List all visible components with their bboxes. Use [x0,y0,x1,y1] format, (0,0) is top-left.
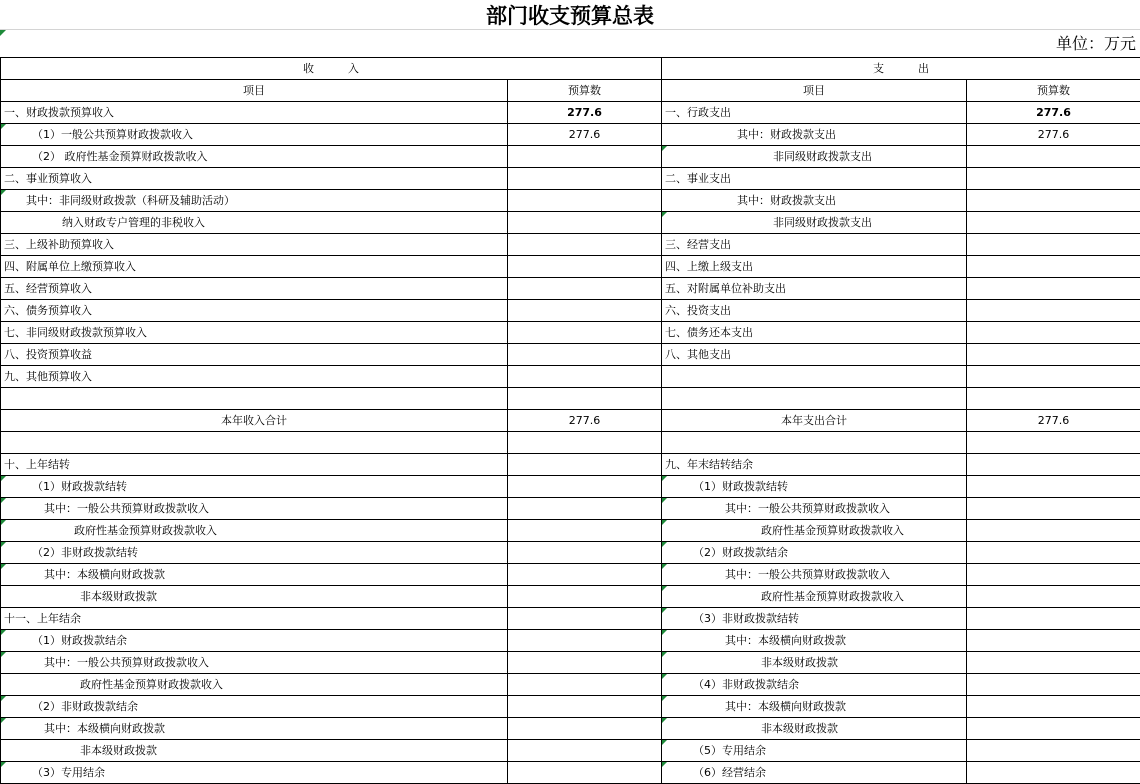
income-value-cell [508,696,662,718]
table-row [1,718,1140,740]
income-item-cell: 纳入财政专户管理的非税收入 [1,212,508,234]
table-row [1,652,1140,674]
expense-value-cell [967,718,1140,740]
unit-label: 单位：万元 [1056,33,1136,55]
income-value-cell [508,278,662,300]
expense-value-cell [967,432,1140,454]
income-value-cell [508,234,662,256]
income-section-header [1,58,662,80]
expense-item-cell: 六、投资支出 [662,300,967,322]
budget-table [0,57,1140,784]
table-row [1,630,1140,652]
expense-value-cell [967,366,1140,388]
income-value-cell [508,212,662,234]
expense-item-cell: 八、其他支出 [662,344,967,366]
table-row [1,696,1140,718]
expense-value-cell [967,762,1140,784]
expense-item-cell: 其中：一般公共预算财政拨款收入 [662,564,967,586]
income-item-header: 项目 [1,80,508,102]
expense-value-cell [967,190,1140,212]
expense-value-cell [967,168,1140,190]
expense-item-cell: 其中：财政拨款支出 [662,124,967,146]
income-value-cell [508,454,662,476]
income-value-cell [508,432,662,454]
expense-value-cell [967,212,1140,234]
expense-item-cell: （4）非财政拨款结余 [662,674,967,696]
income-value-cell [508,190,662,212]
expense-item-cell: 政府性基金预算财政拨款收入 [662,586,967,608]
expense-value-cell [967,520,1140,542]
expense-item-cell: 非同级财政拨款支出 [662,146,967,168]
income-value-cell [508,300,662,322]
income-item-cell: （3）专用结余 [1,762,508,784]
expense-value-cell: 277.6 [967,102,1140,124]
income-item-cell: 其中：本级横向财政拨款 [1,718,508,740]
income-budget-header: 预算数 [508,80,662,102]
table-row [1,410,1140,432]
table-row [1,674,1140,696]
title-divider [0,29,1140,30]
expense-budget-header: 预算数 [967,80,1140,102]
expense-item-cell: （6）经营结余 [662,762,967,784]
table-row [1,476,1140,498]
section-header-row [1,58,1140,80]
table-row [1,366,1140,388]
income-item-cell [1,432,508,454]
income-value-cell [508,564,662,586]
expense-item-cell: 非本级财政拨款 [662,718,967,740]
table-row [1,498,1140,520]
income-value-cell [508,630,662,652]
income-value-cell: 277.6 [508,410,662,432]
expense-item-cell [662,388,967,410]
budget-table-body [1,58,1140,784]
expense-item-cell: 九、年末结转结余 [662,454,967,476]
expense-header-char-1: 支 [873,62,884,75]
table-row [1,740,1140,762]
expense-value-cell [967,388,1140,410]
expense-value-cell [967,564,1140,586]
income-item-cell: 其中：非同级财政拨款（科研及辅助活动） [1,190,508,212]
income-value-cell [508,652,662,674]
income-value-cell [508,520,662,542]
expense-item-cell: 政府性基金预算财政拨款收入 [662,520,967,542]
income-item-cell [1,388,508,410]
expense-item-cell [662,432,967,454]
expense-value-cell [967,696,1140,718]
income-value-cell [508,674,662,696]
expense-item-cell: 其中：本级横向财政拨款 [662,696,967,718]
income-item-cell: 二、事业预算收入 [1,168,508,190]
income-value-cell [508,344,662,366]
expense-item-cell: 其中：财政拨款支出 [662,190,967,212]
table-row [1,344,1140,366]
expense-item-cell: 七、债务还本支出 [662,322,967,344]
expense-value-cell [967,278,1140,300]
expense-value-cell [967,322,1140,344]
income-item-cell: （1）一般公共预算财政拨款收入 [1,124,508,146]
income-item-cell: （2） 政府性基金预算财政拨款收入 [1,146,508,168]
income-value-cell [508,498,662,520]
income-value-cell [508,608,662,630]
income-item-cell: 其中：本级横向财政拨款 [1,564,508,586]
income-item-cell: 十、上年结转 [1,454,508,476]
income-item-cell: 其中：一般公共预算财政拨款收入 [1,652,508,674]
table-row [1,124,1140,146]
expense-value-cell [967,344,1140,366]
income-item-cell: （1）财政拨款结转 [1,476,508,498]
expense-value-cell [967,542,1140,564]
income-item-cell: 一、财政拨款预算收入 [1,102,508,124]
expense-item-cell: 非本级财政拨款 [662,652,967,674]
expense-value-cell [967,300,1140,322]
income-item-cell: 政府性基金预算财政拨款收入 [1,674,508,696]
expense-section-header [662,58,1140,80]
expense-value-cell: 277.6 [967,410,1140,432]
expense-item-cell: （1）财政拨款结转 [662,476,967,498]
income-item-cell: 十一、上年结余 [1,608,508,630]
income-item-cell: （2）非财政拨款结转 [1,542,508,564]
income-value-cell: 277.6 [508,102,662,124]
table-row [1,564,1140,586]
income-item-cell: 九、其他预算收入 [1,366,508,388]
expense-item-cell: 本年支出合计 [662,410,967,432]
expense-item-cell [662,366,967,388]
expense-item-cell: 一、行政支出 [662,102,967,124]
income-item-cell: 本年收入合计 [1,410,508,432]
table-row [1,432,1140,454]
table-row [1,102,1140,124]
expense-value-cell [967,498,1140,520]
table-row [1,762,1140,784]
expense-value-cell [967,234,1140,256]
expense-value-cell [967,256,1140,278]
expense-value-cell [967,608,1140,630]
income-item-cell: 六、债务预算收入 [1,300,508,322]
table-row [1,322,1140,344]
table-row [1,168,1140,190]
expense-item-header: 项目 [662,80,967,102]
expense-value-cell [967,476,1140,498]
income-item-cell: 非本级财政拨款 [1,586,508,608]
expense-item-cell: 三、经营支出 [662,234,967,256]
table-row [1,146,1140,168]
income-value-cell [508,762,662,784]
expense-item-cell: 其中：本级横向财政拨款 [662,630,967,652]
expense-item-cell: （2）财政拨款结余 [662,542,967,564]
expense-item-cell: （3）非财政拨款结转 [662,608,967,630]
table-row [1,212,1140,234]
expense-item-cell: 二、事业支出 [662,168,967,190]
income-value-cell [508,476,662,498]
expense-value-cell [967,674,1140,696]
expense-value-cell [967,586,1140,608]
expense-value-cell [967,652,1140,674]
income-item-cell: 八、投资预算收益 [1,344,508,366]
income-value-cell [508,718,662,740]
income-item-cell: 七、非同级财政拨款预算收入 [1,322,508,344]
income-item-cell: 政府性基金预算财政拨款收入 [1,520,508,542]
income-item-cell: 其中：一般公共预算财政拨款收入 [1,498,508,520]
income-item-cell: 三、上级补助预算收入 [1,234,508,256]
table-row [1,278,1140,300]
income-item-cell: （1）财政拨款结余 [1,630,508,652]
expense-value-cell [967,740,1140,762]
income-value-cell [508,256,662,278]
expense-value-cell [967,630,1140,652]
income-item-cell: 非本级财政拨款 [1,740,508,762]
income-value-cell [508,366,662,388]
table-row [1,454,1140,476]
income-value-cell [508,322,662,344]
expense-header-char-2: 出 [918,62,929,75]
income-header-char-1: 收 [303,62,314,75]
income-item-cell: 五、经营预算收入 [1,278,508,300]
table-row [1,300,1140,322]
table-row [1,256,1140,278]
table-row [1,520,1140,542]
income-value-cell [508,146,662,168]
income-value-cell: 277.6 [508,124,662,146]
income-value-cell [508,168,662,190]
expense-item-cell: （5）专用结余 [662,740,967,762]
income-value-cell [508,740,662,762]
expense-value-cell [967,146,1140,168]
income-value-cell [508,542,662,564]
table-row [1,190,1140,212]
expense-item-cell: 其中：一般公共预算财政拨款收入 [662,498,967,520]
table-row [1,542,1140,564]
expense-item-cell: 五、对附属单位补助支出 [662,278,967,300]
income-item-cell: 四、附属单位上缴预算收入 [1,256,508,278]
expense-item-cell: 四、上缴上级支出 [662,256,967,278]
column-header-row [1,80,1140,102]
income-header-char-2: 入 [348,62,359,75]
expense-value-cell: 277.6 [967,124,1140,146]
table-row [1,608,1140,630]
expense-item-cell: 非同级财政拨款支出 [662,212,967,234]
income-value-cell [508,586,662,608]
page-title: 部门收支预算总表 [0,0,1140,30]
expense-value-cell [967,454,1140,476]
table-row [1,586,1140,608]
income-item-cell: （2）非财政拨款结余 [1,696,508,718]
table-row [1,388,1140,410]
table-row [1,234,1140,256]
income-value-cell [508,388,662,410]
cell-comment-marker [0,30,6,36]
